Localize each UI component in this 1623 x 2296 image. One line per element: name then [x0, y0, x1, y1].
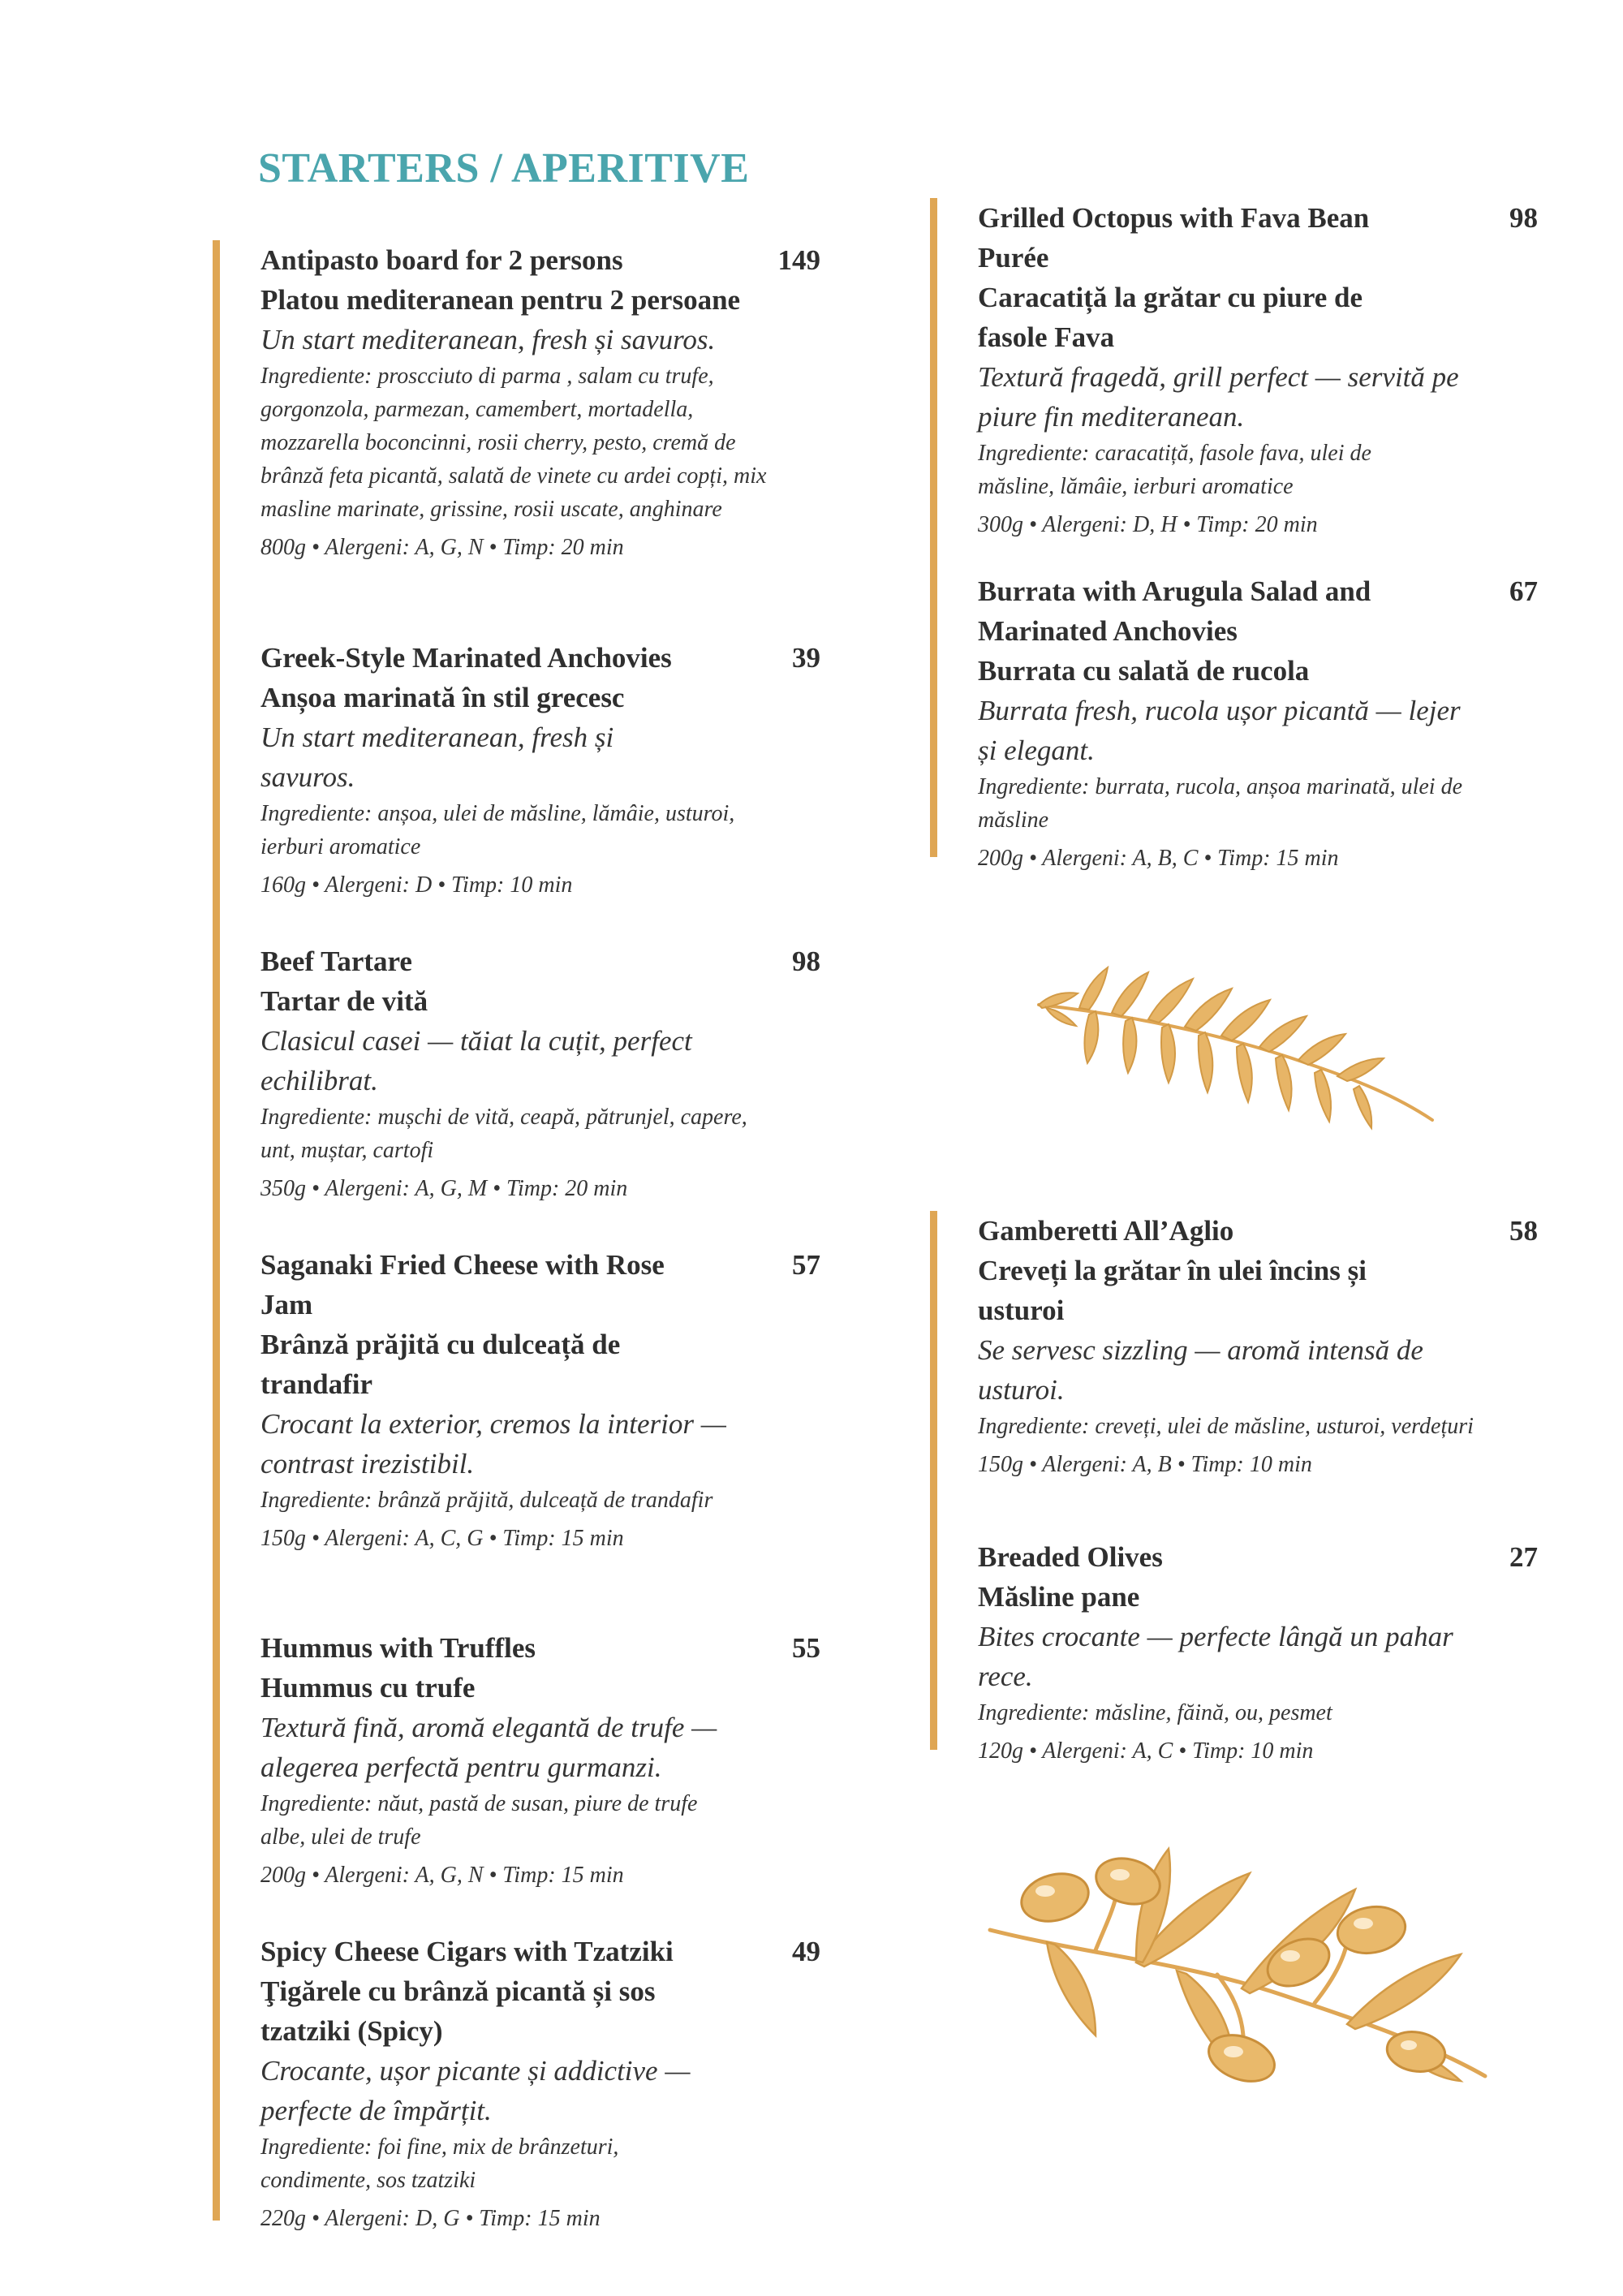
dish-price: 98 — [1509, 202, 1538, 234]
rosemary-sprig-icon — [1031, 958, 1436, 1136]
dish-meta: 200g • Alergeni: A, G, N • Timp: 15 min — [260, 1863, 624, 1888]
dish-name-ro: Tartar de vită — [260, 985, 428, 1017]
dish-name-en: Grilled Octopus with Fava Bean Purée — [978, 202, 1370, 274]
dish-description: Textură fină, aromă elegantă de trufe — alegerea perfectă pentru gurmanzi. — [260, 1712, 717, 1783]
page-title: STARTERS / APERITIVE — [258, 145, 750, 192]
dish-meta: 350g • Alergeni: A, G, M • Timp: 20 min — [260, 1176, 628, 1201]
dish-ingredients: Ingrediente: caracatiță, fasole fava, ulei de măsline, lămâie, ierburi aromatice — [978, 441, 1371, 499]
dish-price: 39 — [792, 642, 820, 674]
dish-description: Burrata fresh, rucola ușor picantă — lejer și elegant. — [978, 695, 1461, 766]
dish-description: Bites crocante — perfecte lângă un pahar rece. — [978, 1621, 1453, 1692]
dish-ingredients: Ingrediente: năut, pastă de susan, piure de trufe albe, ulei de trufe — [260, 1791, 698, 1850]
dish-name-en: Hummus with Truffles — [260, 1632, 536, 1664]
dish-description: Se servesc sizzling — aromă intensă de usturoi. — [978, 1334, 1423, 1406]
dish-description: Textură fragedă, grill perfect — servită pe piure fin mediteranean. — [978, 361, 1459, 433]
dish-meta: 150g • Alergeni: A, C, G • Timp: 15 min — [260, 1526, 624, 1551]
dish-meta: 300g • Alergeni: D, H • Timp: 20 min — [978, 512, 1318, 537]
dish-ingredients: Ingrediente: brânză prăjită, dulceață de trandafir — [260, 1488, 713, 1513]
right-top-menu-column — [930, 198, 1554, 871]
menu-item — [978, 198, 1538, 541]
right-bottom-menu-column — [930, 1211, 1554, 1764]
dish-description: Clasicul casei — tăiat la cuțit, perfect echilibrat. — [260, 1025, 692, 1096]
dish-price: 58 — [1509, 1215, 1538, 1247]
dish-price: 27 — [1509, 1541, 1538, 1573]
menu-item — [978, 1211, 1538, 1481]
menu-item — [260, 638, 820, 902]
dish-name-en: Antipasto board for 2 persons — [260, 244, 623, 276]
dish-price: 49 — [792, 1936, 820, 1967]
dish-description: Un start mediteranean, fresh și savuros. — [260, 722, 614, 793]
dish-name-en: Beef Tartare — [260, 946, 412, 977]
dish-name-ro: Brânză prăjită cu dulceață de trandafir — [260, 1329, 621, 1400]
dish-price: 149 — [777, 244, 820, 276]
menu-item — [978, 571, 1538, 875]
dish-meta: 160g • Alergeni: D • Timp: 10 min — [260, 872, 573, 898]
dish-name-en: Burrata with Arugula Salad and Marinated Anchovies — [978, 575, 1371, 647]
dish-description: Crocant la exterior, cremos la interior — contrast irezistibil. — [260, 1408, 726, 1480]
dish-ingredients: Ingrediente: creveți, ulei de măsline, usturoi, verdețuri — [978, 1414, 1474, 1439]
dish-description: Crocante, ușor picante și addictive — perfecte de împărțit. — [260, 2055, 691, 2126]
menu-item — [260, 941, 820, 1205]
menu-item — [260, 1932, 820, 2235]
dish-name-en: Breaded Olives — [978, 1541, 1163, 1573]
dish-price: 57 — [792, 1249, 820, 1281]
dish-name-ro: Hummus cu trufe — [260, 1672, 476, 1704]
menu-item — [260, 1628, 820, 1892]
dish-name-ro: Caracatiță la grătar cu piure de fasole Fava — [978, 282, 1363, 353]
dish-meta: 150g • Alergeni: A, B • Timp: 10 min — [978, 1452, 1312, 1477]
menu-item — [260, 240, 820, 564]
dish-ingredients: Ingrediente: mușchi de vită, ceapă, pătrunjel, capere, unt, muștar, cartofi — [260, 1105, 747, 1163]
dish-meta: 800g • Alergeni: A, G, N • Timp: 20 min — [260, 535, 624, 560]
menu-item — [978, 1537, 1538, 1768]
dish-name-ro: Platou mediteranean pentru 2 persoane — [260, 284, 741, 316]
dish-price: 98 — [792, 946, 820, 977]
dish-price: 55 — [792, 1632, 820, 1664]
left-menu-column — [213, 240, 837, 2231]
dish-name-en: Spicy Cheese Cigars with Tzatziki — [260, 1936, 674, 1967]
dish-meta: 120g • Alergeni: A, C • Timp: 10 min — [978, 1738, 1314, 1764]
dish-ingredients: Ingrediente: burrata, rucola, anșoa marinată, ulei de măsline — [978, 774, 1463, 833]
olive-branch-icon — [974, 1841, 1493, 2084]
dish-price: 67 — [1509, 575, 1538, 607]
dish-ingredients: Ingrediente: anșoa, ulei de măsline, lămâie, usturoi, ierburi aromatice — [260, 801, 735, 859]
dish-ingredients: Ingrediente: măsline, făină, ou, pesmet — [978, 1700, 1332, 1725]
dish-name-ro: Măsline pane — [978, 1581, 1140, 1613]
dish-name-en: Saganaki Fried Cheese with Rose Jam — [260, 1249, 665, 1320]
menu-item — [260, 1245, 820, 1555]
dish-name-en: Greek-Style Marinated Anchovies — [260, 642, 672, 674]
dish-name-en: Gamberetti All’Aglio — [978, 1215, 1234, 1247]
dish-description: Un start mediteranean, fresh și savuros. — [260, 324, 716, 355]
dish-meta: 220g • Alergeni: D, G • Timp: 15 min — [260, 2206, 601, 2231]
dish-name-ro: Burrata cu salată de rucola — [978, 655, 1310, 687]
dish-name-ro: Ţigărele cu brânză picantă și sos tzatziki (Spicy) — [260, 1975, 656, 2047]
dish-name-ro: Creveți la grătar în ulei încins și usturoi — [978, 1255, 1367, 1326]
dish-ingredients: Ingrediente: proscciuto di parma , salam cu trufe, gorgonzola, parmezan, camembert, mortadella, mozzarella boconcinni, rosii cherry, pesto, cremă de brânză feta picantă, salată de vinete cu ardei copți, mix masline marinate, grissine, rosii uscate, anghinare — [260, 364, 767, 522]
dish-name-ro: Anșoa marinată în stil grecesc — [260, 682, 625, 713]
dish-meta: 200g • Alergeni: A, B, C • Timp: 15 min — [978, 846, 1339, 871]
dish-ingredients: Ingrediente: foi fine, mix de brânzeturi, condimente, sos tzatziki — [260, 2134, 619, 2193]
